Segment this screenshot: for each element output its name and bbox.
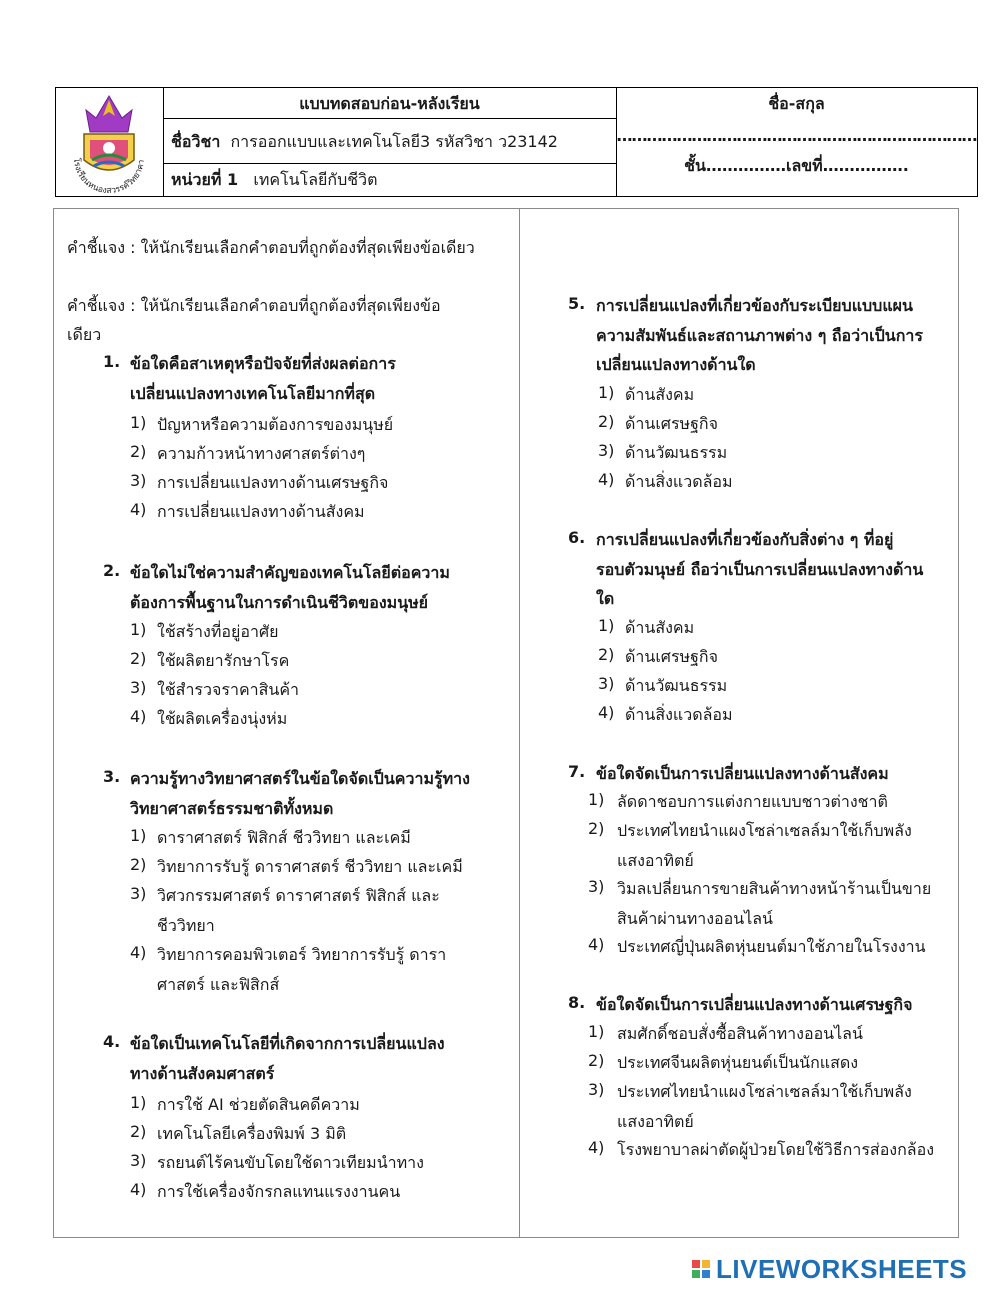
subject-value: การออกแบบและเทคโนโลยี3 รหัสวิชา ว23142 — [230, 132, 558, 151]
option-number[interactable]: 2) — [130, 1122, 147, 1141]
question-text: เปลี่ยนแปลงทางด้านใด — [596, 355, 756, 374]
header-middle — [163, 88, 617, 196]
name-field[interactable]: ……………………………………………………………… — [616, 126, 977, 145]
option-text[interactable]: แสงอาทิตย์ — [617, 1111, 694, 1131]
option-number[interactable]: 4) — [130, 1180, 147, 1199]
option-text[interactable]: เทคโนโลยีเครื่องพิมพ์ 3 มิติ — [157, 1124, 347, 1143]
question-number: 6. — [568, 528, 586, 547]
test-title: แบบทดสอบก่อน-หลังเรียน — [163, 88, 616, 119]
unit-row — [163, 164, 616, 196]
option-number[interactable]: 2) — [598, 412, 615, 431]
question-text: ข้อใดเป็นเทคโนโลยีที่เกิดจากการเปลี่ยนแปลง — [130, 1034, 445, 1053]
option-text[interactable]: สมศักดิ์ชอบสั่งซื้อสินค้าทางออนไลน์ — [617, 1024, 863, 1043]
option-text[interactable]: ด้านสังคม — [625, 385, 695, 404]
question-number: 8. — [568, 993, 586, 1012]
option-number[interactable]: 3) — [130, 678, 147, 697]
question-text: ข้อใดจัดเป็นการเปลี่ยนแปลงทางด้านสังคม — [596, 764, 889, 783]
question-text: ใด — [596, 589, 615, 608]
class-number-field[interactable]: ชั้น……………เลขที่……………. — [684, 156, 909, 175]
option-text[interactable]: ประเทศไทยนำแผงโซล่าเซลล์มาใช้เก็บพลัง — [617, 1082, 912, 1101]
option-number[interactable]: 1) — [588, 790, 605, 809]
option-number[interactable]: 1) — [130, 620, 147, 639]
option-text[interactable]: ปัญหาหรือความต้องการของมนุษย์ — [157, 415, 394, 434]
question-text: ความสัมพันธ์และสถานภาพต่าง ๆ ถือว่าเป็นการ — [596, 325, 923, 345]
option-number[interactable]: 4) — [598, 470, 615, 489]
option-number[interactable]: 2) — [588, 1051, 605, 1070]
liveworksheets-brand: LIVEWORKSHEETS — [716, 1253, 968, 1284]
option-text[interactable]: ด้านเศรษฐกิจ — [625, 647, 718, 666]
option-text[interactable]: วิศวกรรมศาสตร์ ดาราศาสตร์ ฟิสิกส์ และ — [157, 886, 440, 905]
option-number[interactable]: 3) — [588, 877, 605, 896]
unit-label: หน่วยที่ 1 — [171, 170, 239, 189]
option-number[interactable]: 4) — [598, 703, 615, 722]
option-number[interactable]: 1) — [130, 413, 147, 432]
option-number[interactable]: 3) — [598, 441, 615, 460]
question-number: 5. — [568, 294, 586, 313]
instruction-1: คำชี้แจง : ให้นักเรียนเลือกคำตอบที่ถูกต้องที่สุดเพียงข้อเดียว — [67, 238, 475, 257]
question-number: 7. — [568, 762, 586, 781]
option-number[interactable]: 1) — [598, 383, 615, 402]
option-text[interactable]: การใช้เครื่องจักรกลแทนแรงงานคน — [157, 1182, 401, 1201]
question-number: 3. — [103, 767, 121, 786]
liveworksheets-icon — [692, 1260, 710, 1278]
logo-text: โรงเรียนหนองสวรรค์วิทยาคา — [70, 157, 148, 196]
option-number[interactable]: 3) — [130, 1151, 147, 1170]
option-number[interactable]: 3) — [598, 674, 615, 693]
option-text[interactable]: ลัดดาชอบการแต่งกายแบบชาวต่างชาติ — [617, 792, 888, 811]
option-text[interactable]: ดาราศาสตร์ ฟิสิกส์ ชีววิทยา และเคมี — [157, 828, 411, 847]
column-divider — [519, 209, 520, 1237]
option-number[interactable]: 1) — [588, 1022, 605, 1041]
option-text[interactable]: ด้านเศรษฐกิจ — [625, 414, 718, 433]
option-text[interactable]: สินค้าผ่านทางออนไลน์ — [617, 908, 773, 928]
option-number[interactable]: 2) — [130, 855, 147, 874]
option-number[interactable]: 4) — [130, 707, 147, 726]
header-right — [616, 88, 977, 196]
subject-row — [163, 119, 616, 164]
school-logo — [56, 88, 163, 196]
option-number[interactable]: 4) — [130, 943, 147, 962]
option-text[interactable]: การเปลี่ยนแปลงทางด้านเศรษฐกิจ — [157, 473, 389, 492]
option-number[interactable]: 4) — [588, 1138, 605, 1157]
liveworksheets-logo — [692, 1254, 967, 1284]
option-text[interactable]: วิทยาการรับรู้ ดาราศาสตร์ ชีววิทยา และเคมี — [157, 857, 463, 876]
question-text: ข้อใดคือสาเหตุหรือปัจจัยที่ส่งผลต่อการ — [130, 354, 396, 373]
option-number[interactable]: 3) — [130, 884, 147, 903]
option-text[interactable]: รถยนต์ไร้คนขับโดยใช้ดาวเทียมนำทาง — [157, 1153, 424, 1172]
option-text[interactable]: ด้านสิ่งแวดล้อม — [625, 705, 733, 724]
option-text[interactable]: ศาสตร์ และฟิสิกส์ — [157, 974, 280, 994]
option-text[interactable]: ใช้ผลิตเครื่องนุ่งห่ม — [157, 709, 288, 728]
option-number[interactable]: 3) — [130, 471, 147, 490]
question-text: ข้อใดไม่ใช่ความสำคัญของเทคโนโลยีต่อความ — [130, 563, 450, 582]
option-number[interactable]: 1) — [130, 826, 147, 845]
option-number[interactable]: 2) — [598, 645, 615, 664]
option-number[interactable]: 1) — [598, 616, 615, 635]
option-number[interactable]: 2) — [130, 442, 147, 461]
option-number[interactable]: 1) — [130, 1093, 147, 1112]
question-text: วิทยาศาสตร์ธรรมชาติทั้งหมด — [130, 798, 334, 818]
option-text[interactable]: ด้านวัฒนธรรม — [625, 676, 728, 695]
question-text: ความรู้ทางวิทยาศาสตร์ในข้อใดจัดเป็นความรู้ทาง — [130, 769, 470, 788]
option-text[interactable]: การใช้ AI ช่วยตัดสินคดีความ — [157, 1095, 360, 1114]
option-text[interactable]: ด้านสังคม — [625, 618, 695, 637]
option-number[interactable]: 3) — [588, 1080, 605, 1099]
question-number: 4. — [103, 1032, 121, 1051]
question-text: ต้องการพื้นฐานในการดำเนินชีวิตของมนุษย์ — [130, 592, 429, 612]
instruction-2-cont: เดียว — [67, 325, 102, 344]
option-text[interactable]: ความก้าวหน้าทางศาสตร์ต่างๆ — [157, 444, 366, 463]
option-text[interactable]: การเปลี่ยนแปลงทางด้านสังคม — [157, 502, 365, 521]
option-text[interactable]: โรงพยาบาลผ่าตัดผู้ป่วยโดยใช้วิธีการส่องกล้อง — [617, 1140, 935, 1159]
option-text[interactable]: วิทยาการคอมพิวเตอร์ วิทยาการรับรู้ ดารา — [157, 945, 447, 964]
unit-value: เทคโนโลยีกับชีวิต — [253, 170, 378, 189]
option-text[interactable]: วิมลเปลี่ยนการขายสินค้าทางหน้าร้านเป็นขาย — [617, 879, 932, 898]
option-text[interactable]: ใช้สร้างที่อยู่อาศัย — [157, 622, 279, 641]
option-text[interactable]: แสงอาทิตย์ — [617, 850, 694, 870]
option-text[interactable]: ใช้ผลิตยารักษาโรค — [157, 651, 290, 670]
instruction-2: คำชี้แจง : ให้นักเรียนเลือกคำตอบที่ถูกต้องที่สุดเพียงข้อ — [67, 296, 441, 315]
question-text: ทางด้านสังคมศาสตร์ — [130, 1063, 275, 1083]
question-text: รอบตัวมนุษย์ ถือว่าเป็นการเปลี่ยนแปลงทางด้าน — [596, 559, 924, 579]
question-text: การเปลี่ยนแปลงที่เกี่ยวข้องกับสิ่งต่าง ๆ ที่อยู่ — [596, 530, 894, 549]
question-number: 2. — [103, 561, 121, 580]
option-text[interactable]: ประเทศจีนผลิตหุ่นยนต์เป็นนักแสดง — [617, 1053, 859, 1072]
question-number: 1. — [103, 352, 121, 371]
option-text[interactable]: ประเทศไทยนำแผงโซล่าเซลล์มาใช้เก็บพลัง — [617, 821, 912, 840]
option-text[interactable]: ใช้สำรวจราคาสินค้า — [157, 680, 300, 699]
option-text[interactable]: ด้านวัฒนธรรม — [625, 443, 728, 462]
option-number[interactable]: 2) — [130, 649, 147, 668]
option-text[interactable]: ด้านสิ่งแวดล้อม — [625, 472, 733, 491]
option-number[interactable]: 2) — [588, 819, 605, 838]
name-label: ชื่อ-สกุล — [768, 94, 825, 113]
question-text: เปลี่ยนแปลงทางเทคโนโลยีมากที่สุด — [130, 383, 376, 403]
school-logo-cell — [56, 88, 164, 196]
option-number[interactable]: 4) — [130, 500, 147, 519]
question-text: การเปลี่ยนแปลงที่เกี่ยวข้องกับระเบียบแบบแผน — [596, 296, 913, 315]
question-text: ข้อใดจัดเป็นการเปลี่ยนแปลงทางด้านเศรษฐกิจ — [596, 995, 913, 1014]
option-number[interactable]: 4) — [588, 935, 605, 954]
option-text[interactable]: ประเทศญี่ปุ่นผลิตหุ่นยนต์มาใช้ภายในโรงงาน — [617, 937, 926, 956]
header-table — [55, 87, 978, 197]
option-text[interactable]: ชีววิทยา — [157, 915, 215, 935]
subject-label: ชื่อวิชา — [171, 132, 221, 151]
